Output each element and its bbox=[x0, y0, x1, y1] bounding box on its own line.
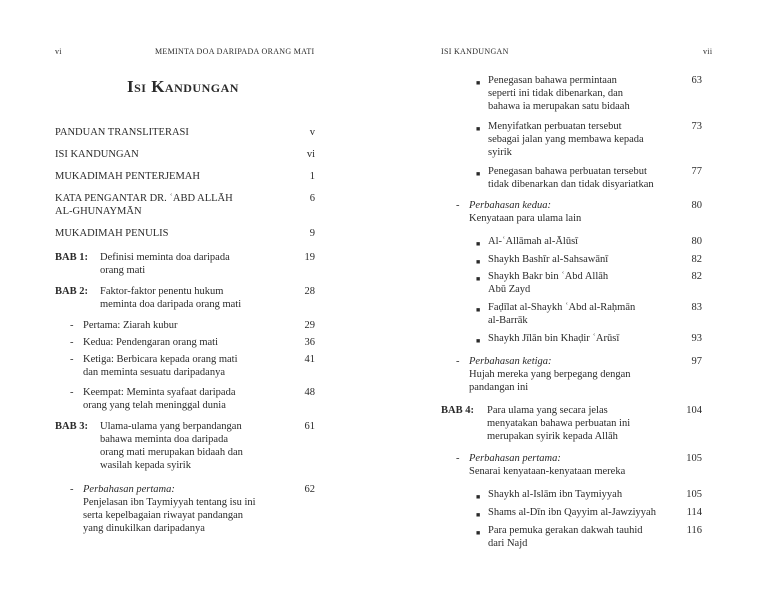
toc-page-number: 80 bbox=[691, 200, 702, 211]
section-heading: Perbahasan kedua: bbox=[469, 200, 551, 211]
toc-page-number: 48 bbox=[304, 387, 315, 398]
bullet-marker: ■ bbox=[476, 275, 481, 283]
toc-page-number: 105 bbox=[686, 453, 702, 464]
right-page: ISI KANDUNGAN vii ■ Penegasan bahawa permintaan seperti ini tidak dibenarkan, dan bahawa ia merupakan satu bidaah 63 ■ Menyifatkan perbuatan tersebut sebagai jalan yang membawa kepada syirik 73 ■ Penegasan bahawa perbuatan tersebut tidak dibenarkan dan tidak disyariatkan 77 - Perbahasan kedua: Kenyataan para ulama lain 80 ■ Al-ʿAllāmah al-Ālūsī 80 ■ Shaykh Bashīr al-Sahsawānī 82 ■ Shaykh Bakr bin ʿAbd Allāh Abū Zayd 82 ■ Faḍīlat al-Shaykh ʿAbd al-Raḥmān al-Barrāk 83 ■ Shaykh Jīlān bin Khaḍir ʿArūsī 93 - Perbahasan ketiga: Hujah mereka yang berpegang dengan pandangan ini 97 BAB 4: Para ulama yang secara jelas menyatakan bahawa perbuatan ini merupakan syirik kepada Allāh 104 - Perbahasan pertama: Senarai kenyataan-kenyataan mereka 105 ■ Shaykh al-Islām ibn Taymiyyah 105 ■ Shams al-Dīn ibn Qayyim al-Jawziyyah 114 ■ Para pemuka gerakan dakwah tauhid dari Najd 116 bbox=[441, 47, 713, 549]
toc-page-number: 41 bbox=[304, 354, 315, 365]
bullet-marker: ■ bbox=[476, 125, 481, 133]
running-title-right: ISI KANDUNGAN bbox=[441, 47, 509, 56]
toc-page-number: 77 bbox=[691, 166, 702, 177]
page-title: Isi Kandungan bbox=[127, 77, 239, 96]
section-heading: Perbahasan pertama: bbox=[83, 484, 175, 495]
dash-marker: - bbox=[456, 356, 460, 367]
left-page: vi MEMINTA DOA DARIPADA ORANG MATI Isi Kandungan PANDUAN TRANSLITERASI v ISI KANDUNGAN vi MUKADIMAH PENTERJEMAH 1 KATA PENGANTAR DR. ʿABD ALLĀH AL-GHUNAYMĀN 6 MUKADIMAH PENULIS 9 BAB 1: Definisi meminta doa daripada orang mati 19 BAB 2: Faktor-faktor penentu hukum meminta doa daripada orang mati 28 - Pertama: Ziarah kubur 29 - Kedua: Pendengaran orang mati 36 - Ketiga: Berbicara kepada orang mati dan meminta sesuatu daripadanya 41 - Keempat: Meminta syafaat daripada orang yang telah meninggal dunia 48 BAB 3: Ulama-ulama yang berpandangan bahawa meminta doa daripada orang mati merupakan bidaah dan wasilah kepada syirik 61 - Perbahasan pertama: Penjelasan ibn Taymiyyah tentang isu ini serta kepelbagaian riwayat pandangan yang dinukilkan daripadanya 62 bbox=[55, 47, 315, 534]
toc-page-number: 36 bbox=[304, 337, 315, 348]
bullet-marker: ■ bbox=[476, 337, 481, 345]
bullet-marker: ■ bbox=[476, 529, 481, 537]
toc-page-number: 9 bbox=[309, 228, 315, 239]
dash-marker: - bbox=[456, 200, 460, 211]
toc-page-number: 114 bbox=[686, 507, 702, 518]
chapter-label: BAB 4: bbox=[441, 405, 474, 416]
right-page-number: vii bbox=[703, 47, 713, 56]
dash-marker: - bbox=[70, 387, 74, 398]
toc-page-number: 61 bbox=[304, 421, 315, 432]
chapter-label: BAB 3: bbox=[55, 421, 88, 432]
toc-page-number: 83 bbox=[691, 302, 702, 313]
toc-page-number: 116 bbox=[686, 525, 702, 536]
toc-page-number: vi bbox=[306, 149, 315, 160]
bullet-marker: ■ bbox=[476, 306, 481, 314]
toc-page-number: 29 bbox=[304, 320, 315, 331]
running-title-left: MEMINTA DOA DARIPADA ORANG MATI bbox=[155, 47, 315, 56]
chapter-label: BAB 1: bbox=[55, 252, 88, 263]
dash-marker: - bbox=[456, 453, 460, 464]
bullet-marker: ■ bbox=[476, 493, 481, 501]
toc-page-number: 6 bbox=[309, 193, 315, 204]
chapter-label: BAB 2: bbox=[55, 286, 88, 297]
bullet-marker: ■ bbox=[476, 258, 481, 266]
bullet-marker: ■ bbox=[476, 511, 481, 519]
toc-page-number: 105 bbox=[686, 489, 702, 500]
toc-page-number: 104 bbox=[686, 405, 702, 416]
toc-page-number: 97 bbox=[691, 356, 702, 367]
toc-page-number: 73 bbox=[691, 121, 702, 132]
toc-page-number: 82 bbox=[691, 271, 702, 282]
toc-page-number: v bbox=[309, 127, 315, 138]
left-page-number: vi bbox=[55, 47, 62, 56]
section-heading: Perbahasan ketiga: bbox=[469, 356, 552, 367]
dash-marker: - bbox=[70, 337, 74, 348]
dash-marker: - bbox=[70, 484, 74, 495]
toc-page-number: 93 bbox=[691, 333, 702, 344]
section-heading: Perbahasan pertama: bbox=[469, 453, 561, 464]
dash-marker: - bbox=[70, 354, 74, 365]
toc-page-number: 19 bbox=[304, 252, 315, 263]
toc-page-number: 63 bbox=[691, 75, 702, 86]
dash-marker: - bbox=[70, 320, 74, 331]
toc-page-number: 1 bbox=[309, 171, 315, 182]
toc-page-number: 62 bbox=[304, 484, 315, 495]
toc-page-number: 28 bbox=[304, 286, 315, 297]
bullet-marker: ■ bbox=[476, 79, 481, 87]
bullet-marker: ■ bbox=[476, 240, 481, 248]
bullet-marker: ■ bbox=[476, 170, 481, 178]
toc-page-number: 80 bbox=[691, 236, 702, 247]
toc-page-number: 82 bbox=[691, 254, 702, 265]
